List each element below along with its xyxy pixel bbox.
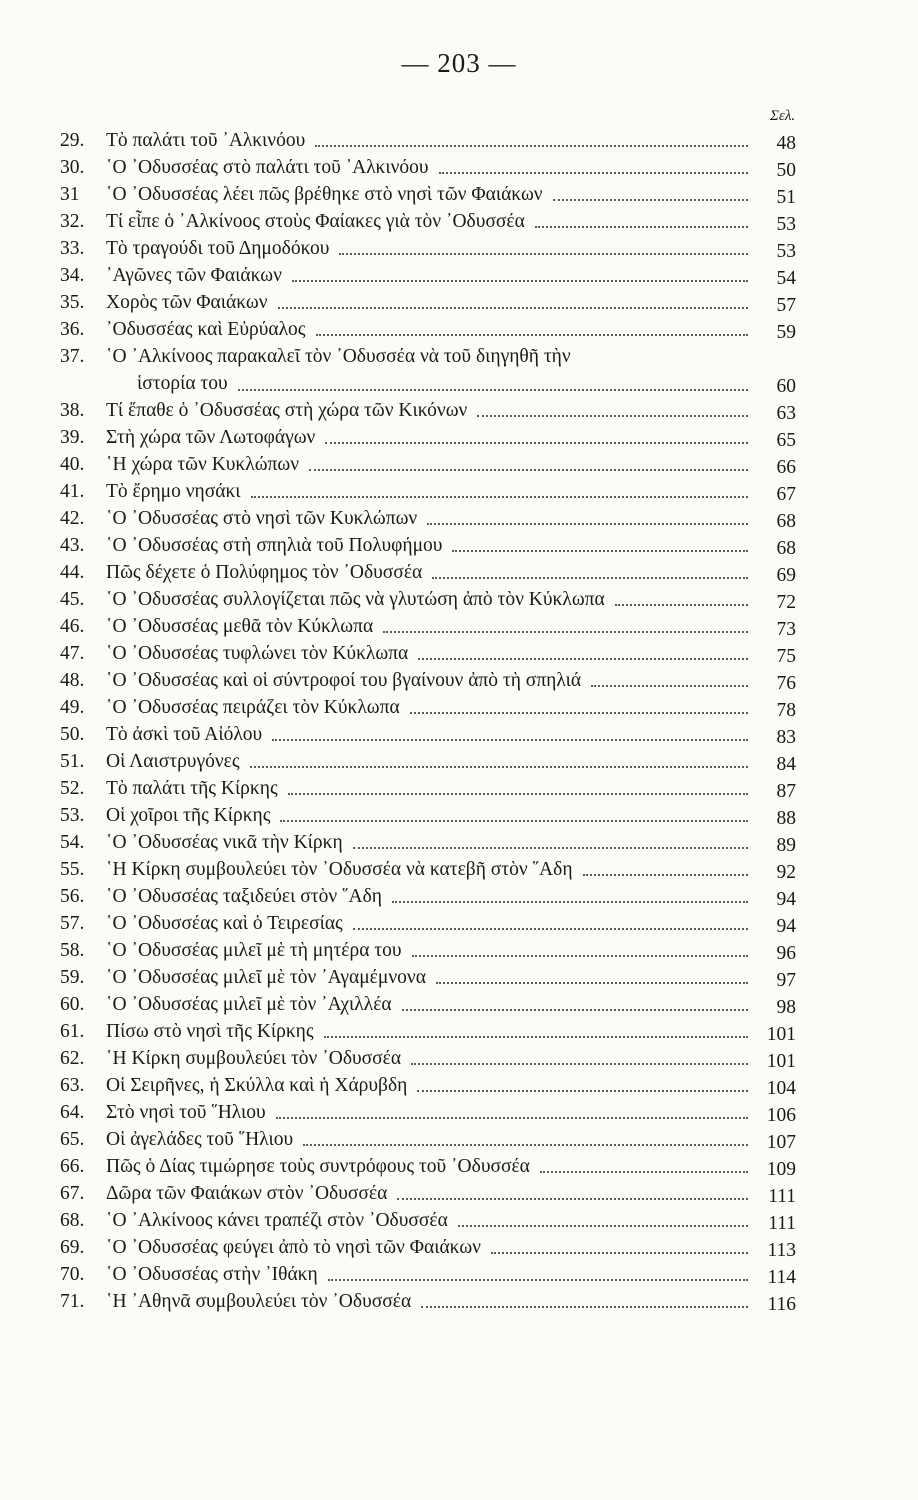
page-number: — 203 — xyxy=(401,48,517,78)
toc-entry xyxy=(60,613,804,640)
dot-leader xyxy=(583,866,748,876)
dot-leader xyxy=(553,191,748,201)
chapter-title: Οἱ Σειρῆνες, ἡ Σκύλλα καὶ ἡ Χάρυβδη xyxy=(106,1075,408,1096)
chapter-number: 57. xyxy=(60,913,85,934)
toc-entry xyxy=(60,1099,804,1126)
toc-entry xyxy=(60,1126,804,1153)
dot-leader xyxy=(615,596,748,606)
chapter-number: 33. xyxy=(60,238,85,259)
chapter-title: ῾Ο ᾿Οδυσσέας στὴ σπηλιὰ τοῦ Πολυφήμου xyxy=(106,535,443,556)
dot-leader xyxy=(418,650,748,660)
dot-leader xyxy=(278,299,748,309)
toc-entry xyxy=(60,694,804,721)
chapter-title: ῾Ο ᾿Οδυσσέας φεύγει ἀπὸ τὸ νησὶ τῶν Φαιάκων xyxy=(106,1237,481,1258)
dot-leader xyxy=(309,461,748,471)
toc-entry xyxy=(60,478,804,505)
toc-entry xyxy=(60,1045,804,1072)
dot-leader xyxy=(353,920,748,930)
chapter-number: 39. xyxy=(60,427,85,448)
page-ref: 107 xyxy=(766,1132,796,1153)
dot-leader xyxy=(250,758,748,768)
chapter-title: ῾Ο ᾿Οδυσσέας στὸ παλάτι τοῦ ᾿Αλκινόου xyxy=(106,157,429,178)
chapter-number: 63. xyxy=(60,1075,85,1096)
chapter-title: Οἱ Λαιστρυγόνες xyxy=(106,751,240,772)
page-ref: 98 xyxy=(776,997,796,1018)
chapter-number: 52. xyxy=(60,778,85,799)
dot-leader xyxy=(491,1244,748,1254)
chapter-number: 46. xyxy=(60,616,85,637)
page-ref: 53 xyxy=(776,241,796,262)
chapter-title: Πίσω στὸ νησὶ τῆς Κίρκης xyxy=(106,1021,314,1042)
page-ref: 89 xyxy=(776,835,796,856)
chapter-number: 34. xyxy=(60,265,85,286)
chapter-number: 37. xyxy=(60,346,85,367)
chapter-number: 58. xyxy=(60,940,85,961)
toc-entry xyxy=(60,829,804,856)
dot-leader xyxy=(383,623,748,633)
chapter-title: Τὸ ἔρημο νησάκι xyxy=(106,481,241,502)
chapter-number: 36. xyxy=(60,319,85,340)
page-ref: 73 xyxy=(776,619,796,640)
chapter-title: Στὸ νησὶ τοῦ ῞Ηλιου xyxy=(106,1102,266,1123)
chapter-number: 40. xyxy=(60,454,85,475)
toc-entry xyxy=(60,586,804,613)
chapter-title: Οἱ χοῖροι τῆς Κίρκης xyxy=(106,805,271,826)
toc-entry xyxy=(60,235,804,262)
chapter-number: 67. xyxy=(60,1183,85,1204)
dot-leader xyxy=(591,677,748,687)
page-ref: 54 xyxy=(776,268,796,289)
dot-leader xyxy=(439,164,748,174)
table-of-contents xyxy=(60,127,804,1315)
chapter-number: 29. xyxy=(60,130,85,151)
toc-entry xyxy=(60,208,804,235)
page-ref: 53 xyxy=(776,214,796,235)
dot-leader xyxy=(288,785,748,795)
page-ref: 92 xyxy=(776,862,796,883)
toc-entry xyxy=(60,1180,804,1207)
chapter-title: Τὸ παλάτι τοῦ ᾿Αλκινόου xyxy=(106,130,306,151)
page-ref: 57 xyxy=(776,295,796,316)
page-ref: 96 xyxy=(776,943,796,964)
chapter-number: 53. xyxy=(60,805,85,826)
chapter-title: ῾Η χώρα τῶν Κυκλώπων xyxy=(106,454,300,475)
chapter-title: ῾Ο ᾿Οδυσσέας μιλεῖ μὲ τὸν ᾿Αγαμέμνονα xyxy=(106,967,426,988)
page-ref: 94 xyxy=(776,889,796,910)
dot-leader xyxy=(458,1217,748,1227)
chapter-number: 35. xyxy=(60,292,85,313)
dot-leader xyxy=(316,326,748,336)
chapter-number: 59. xyxy=(60,967,85,988)
page-ref: 101 xyxy=(766,1051,796,1072)
toc-entry xyxy=(60,154,804,181)
chapter-title: Τί εἶπε ὁ ᾿Αλκίνοος στοὺς Φαίακες γιὰ τὸν ᾿Οδυσσέα xyxy=(106,211,525,232)
page-ref: 68 xyxy=(776,538,796,559)
toc-entry xyxy=(60,1234,804,1261)
chapter-title: Πῶς ὁ Δίας τιμώρησε τοὺς συντρόφους τοῦ ᾿Οδυσσέα xyxy=(106,1156,530,1177)
toc-entry xyxy=(60,667,804,694)
chapter-number: 68. xyxy=(60,1210,85,1231)
dot-leader xyxy=(436,974,748,984)
toc-entry xyxy=(60,1072,804,1099)
chapter-number: 61. xyxy=(60,1021,85,1042)
dot-leader xyxy=(292,272,748,282)
chapter-title: ῾Ο ᾿Οδυσσέας στὸ νησὶ τῶν Κυκλώπων xyxy=(106,508,418,529)
toc-entry xyxy=(60,424,804,451)
chapter-title: ῾Η ᾿Αθηνᾶ συμβουλεύει τὸν ᾿Οδυσσέα xyxy=(106,1291,412,1312)
toc-entry xyxy=(60,127,804,154)
chapter-title: Στὴ χώρα τῶν Λωτοφάγων xyxy=(106,427,316,448)
dot-leader xyxy=(402,1001,748,1011)
toc-entry xyxy=(60,640,804,667)
toc-entry xyxy=(60,775,804,802)
chapter-number: 70. xyxy=(60,1264,85,1285)
dot-leader xyxy=(272,731,748,741)
page-ref: 72 xyxy=(776,592,796,613)
chapter-number: 50. xyxy=(60,724,85,745)
dot-leader xyxy=(303,1136,748,1146)
page-ref: 106 xyxy=(766,1105,796,1126)
page-ref: 50 xyxy=(776,160,796,181)
toc-entry xyxy=(60,532,804,559)
chapter-number: 47. xyxy=(60,643,85,664)
dot-leader xyxy=(238,381,748,391)
dot-leader xyxy=(427,515,748,525)
chapter-title: Χορὸς τῶν Φαιάκων xyxy=(106,292,268,313)
page-ref: 87 xyxy=(776,781,796,802)
chapter-number: 30. xyxy=(60,157,85,178)
dot-leader xyxy=(397,1190,748,1200)
chapter-number: 44. xyxy=(60,562,85,583)
page-ref: 104 xyxy=(766,1078,796,1099)
chapter-title: ῾Ο ᾿Αλκίνοος κάνει τραπέζι στὸν ᾿Οδυσσέα xyxy=(106,1210,448,1231)
toc-entry xyxy=(60,289,804,316)
chapter-number: 38. xyxy=(60,400,85,421)
page-ref: 63 xyxy=(776,403,796,424)
toc-entry xyxy=(60,181,804,208)
chapter-number: 51. xyxy=(60,751,85,772)
chapter-title: ῾Ο ᾿Οδυσσέας καὶ ὁ Τειρεσίας xyxy=(106,913,343,934)
dot-leader xyxy=(353,839,748,849)
toc-entry xyxy=(60,397,804,424)
page-ref: 113 xyxy=(767,1240,796,1261)
toc-entry xyxy=(60,721,804,748)
page-column-header: Σελ. xyxy=(770,108,796,124)
page-ref: 65 xyxy=(776,430,796,451)
page-ref: 111 xyxy=(768,1186,796,1207)
page-ref: 75 xyxy=(776,646,796,667)
chapter-title: ῾Ο ᾿Οδυσσέας στὴν ᾿Ιθάκη xyxy=(106,1264,318,1285)
dot-leader xyxy=(477,407,748,417)
chapter-title: ῾Ο ᾿Οδυσσέας πειράζει τὸν Κύκλωπα xyxy=(106,697,400,718)
toc-entry xyxy=(60,1153,804,1180)
chapter-number: 56. xyxy=(60,886,85,907)
chapter-number: 69. xyxy=(60,1237,85,1258)
chapter-title: Τί ἔπαθε ὁ ᾿Οδυσσέας στὴ χώρα τῶν Κικόνων xyxy=(106,400,468,421)
dot-leader xyxy=(339,245,748,255)
page-ref: 69 xyxy=(776,565,796,586)
page-ref: 88 xyxy=(776,808,796,829)
chapter-title: Τὸ ἀσκὶ τοῦ Αἰόλου xyxy=(106,724,263,745)
toc-entry xyxy=(60,910,804,937)
chapter-number: 54. xyxy=(60,832,85,853)
toc-entry xyxy=(60,1261,804,1288)
chapter-title: Δῶρα τῶν Φαιάκων στὸν ᾿Οδυσσέα xyxy=(106,1183,388,1204)
chapter-title: Τὸ παλάτι τῆς Κίρκης xyxy=(106,778,278,799)
dot-leader xyxy=(452,542,748,552)
page-ref: 78 xyxy=(776,700,796,721)
toc-entry xyxy=(60,451,804,478)
dot-leader xyxy=(324,1028,748,1038)
chapter-number: 45. xyxy=(60,589,85,610)
chapter-title: ῾Ο ᾿Οδυσσέας καὶ οἱ σύντροφοί του βγαίνουν ἀπὸ τὴ σπηλιά xyxy=(106,670,582,691)
chapter-title: Τὸ τραγούδι τοῦ Δημοδόκου xyxy=(106,238,330,259)
chapter-title: ῾Ο ᾿Οδυσσέας μιλεῖ μὲ τὴ μητέρα του xyxy=(106,940,402,961)
chapter-number: 49. xyxy=(60,697,85,718)
chapter-number: 42. xyxy=(60,508,85,529)
page-ref: 109 xyxy=(766,1159,796,1180)
dot-leader xyxy=(328,1271,748,1281)
chapter-number: 55. xyxy=(60,859,85,880)
dot-leader xyxy=(411,1055,748,1065)
chapter-number: 65. xyxy=(60,1129,85,1150)
toc-entry xyxy=(60,316,804,343)
chapter-number: 62. xyxy=(60,1048,85,1069)
dot-leader xyxy=(392,893,748,903)
toc-entry xyxy=(60,856,804,883)
chapter-title: ᾿Αγῶνες τῶν Φαιάκων xyxy=(106,265,282,286)
chapter-number: 31 xyxy=(60,184,80,205)
page-ref: 48 xyxy=(776,133,796,154)
dot-leader xyxy=(280,812,748,822)
chapter-title: Πῶς δέχετε ὁ Πολύφημος τὸν ᾿Οδυσσέα xyxy=(106,562,423,583)
chapter-title: ῾Ο ᾿Οδυσσέας συλλογίζεται πῶς νὰ γλυτώση ἀπὸ τὸν Κύκλωπα xyxy=(106,589,605,610)
page-ref: 76 xyxy=(776,673,796,694)
chapter-number: 66. xyxy=(60,1156,85,1177)
page-ref: 66 xyxy=(776,457,796,478)
page-ref: 94 xyxy=(776,916,796,937)
dot-leader xyxy=(276,1109,748,1119)
toc-entry xyxy=(60,964,804,991)
toc-entry xyxy=(60,1018,804,1045)
dot-leader xyxy=(421,1298,748,1308)
chapter-title: Οἱ ἀγελάδες τοῦ ῞Ηλιου xyxy=(106,1129,294,1150)
chapter-number: 71. xyxy=(60,1291,85,1312)
chapter-title: ῾Ο ᾿Οδυσσέας μιλεῖ μὲ τὸν ᾿Αχιλλέα xyxy=(106,994,392,1015)
page-ref: 51 xyxy=(776,187,796,208)
chapter-title: ῾Η Κίρκη συμβουλεύει τὸν ᾿Οδυσσέα νὰ κατεβῆ στὸν ῞Αδη xyxy=(106,859,573,880)
dot-leader xyxy=(251,488,748,498)
page-ref: 83 xyxy=(776,727,796,748)
dot-leader xyxy=(315,137,748,147)
chapter-title: ῾Ο ᾿Οδυσσέας τυφλώνει τὸν Κύκλωπα xyxy=(106,643,409,664)
chapter-title-continuation: ἱστορία του xyxy=(137,373,228,394)
page-ref: 101 xyxy=(766,1024,796,1045)
chapter-number: 32. xyxy=(60,211,85,232)
dot-leader xyxy=(410,704,748,714)
chapter-number: 64. xyxy=(60,1102,85,1123)
page-ref: 97 xyxy=(776,970,796,991)
chapter-number: 43. xyxy=(60,535,85,556)
dot-leader xyxy=(535,218,748,228)
page-ref: 84 xyxy=(776,754,796,775)
dot-leader xyxy=(325,434,748,444)
toc-entry xyxy=(60,802,804,829)
chapter-title: ῾Ο ᾿Αλκίνοος παρακαλεῖ τὸν ᾿Οδυσσέα νὰ τοῦ διηγηθῆ τὴν xyxy=(106,346,571,367)
page-ref: 111 xyxy=(768,1213,796,1234)
dot-leader xyxy=(412,947,748,957)
toc-entry xyxy=(60,937,804,964)
dot-leader xyxy=(417,1082,748,1092)
page-ref: 67 xyxy=(776,484,796,505)
page-ref: 68 xyxy=(776,511,796,532)
chapter-number: 41. xyxy=(60,481,85,502)
chapter-title: ῾Ο ᾿Οδυσσέας νικᾶ τὴν Κίρκη xyxy=(106,832,343,853)
page-ref: 59 xyxy=(776,322,796,343)
page-ref: 114 xyxy=(767,1267,796,1288)
chapter-title: ῾Ο ᾿Οδυσσέας μεθᾶ τὸν Κύκλωπα xyxy=(106,616,374,637)
toc-entry xyxy=(60,748,804,775)
chapter-number: 48. xyxy=(60,670,85,691)
dot-leader xyxy=(432,569,748,579)
chapter-title: ῾Ο ᾿Οδυσσέας λέει πῶς βρέθηκε στὸ νησὶ τῶν Φαιάκων xyxy=(106,184,543,205)
toc-entry xyxy=(60,883,804,910)
toc-entry xyxy=(60,343,804,397)
toc-entry xyxy=(60,505,804,532)
page-ref: 60 xyxy=(776,376,796,397)
toc-entry xyxy=(60,1288,804,1315)
page-ref: 116 xyxy=(767,1294,796,1315)
dot-leader xyxy=(540,1163,748,1173)
chapter-title: ῾Η Κίρκη συμβουλεύει τὸν ᾿Οδυσσέα xyxy=(106,1048,402,1069)
toc-entry xyxy=(60,991,804,1018)
chapter-number: 60. xyxy=(60,994,85,1015)
chapter-title: ῾Ο ᾿Οδυσσέας ταξιδεύει στὸν ῞Αδη xyxy=(106,886,382,907)
toc-entry xyxy=(60,262,804,289)
toc-entry xyxy=(60,559,804,586)
chapter-title: ᾿Οδυσσέας καὶ Εὐρύαλος xyxy=(106,319,306,340)
toc-entry xyxy=(60,1207,804,1234)
